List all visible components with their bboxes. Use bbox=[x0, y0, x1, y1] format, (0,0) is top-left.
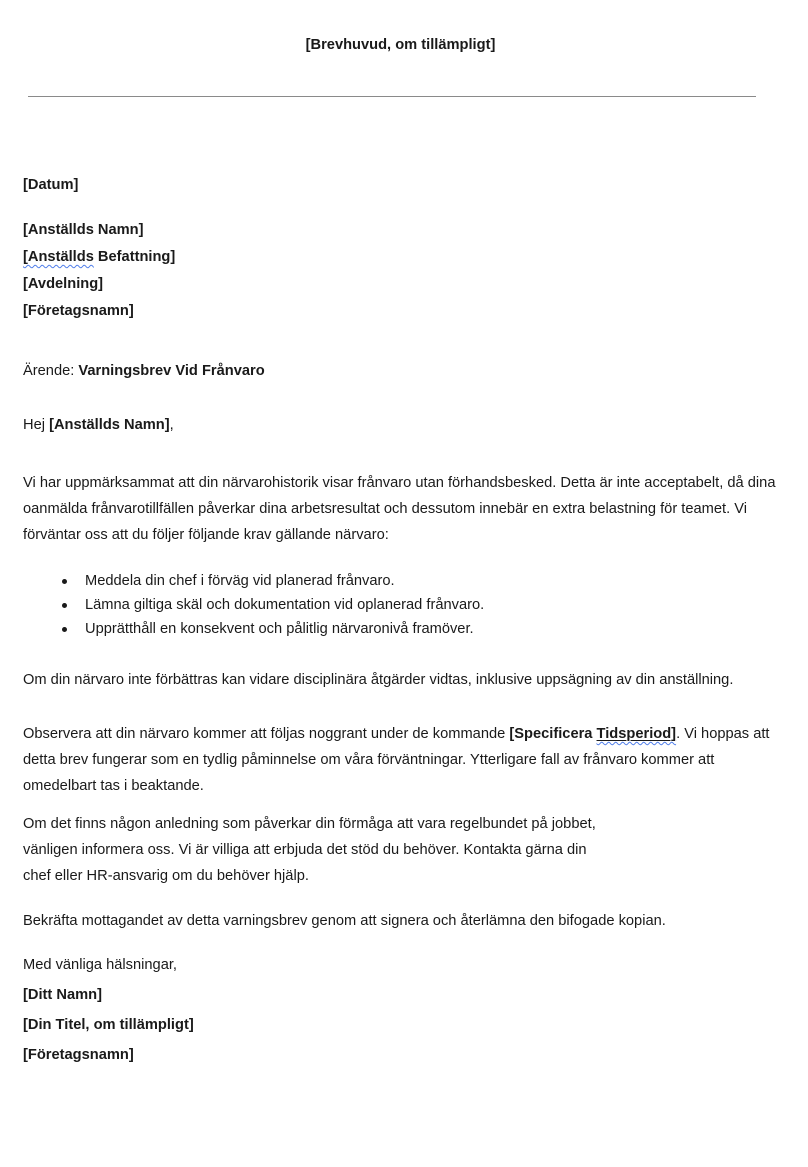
letterhead-placeholder: [Brevhuvud, om tillämpligt] bbox=[305, 37, 496, 53]
confirmation-paragraph: Bekräfta mottagandet av detta varningsbrev genom att signera och återlämna den bifogade kopian. bbox=[23, 913, 666, 929]
list-item bbox=[62, 593, 778, 617]
monitoring-text-before: Observera att din närvaro kommer att följas noggrant under de kommande bbox=[23, 726, 510, 742]
support-line: Om det finns någon anledning som påverkar din förmåga att vara regelbundet på jobbet, bbox=[23, 816, 596, 832]
subject-line bbox=[23, 358, 778, 384]
recipient-name: [Anställds Namn] bbox=[23, 222, 144, 238]
timeframe-placeholder-part2: Tidsperiod] bbox=[596, 726, 677, 742]
monitoring-text-after: . Vi hoppas att detta brev fungerar som en tydlig påminnelse om våra förväntningar. Ytterligare fall av frånvaro kommer att omedelbart tas i beaktande. bbox=[23, 726, 770, 794]
recipient-block bbox=[23, 217, 778, 325]
date-placeholder: [Datum] bbox=[23, 177, 79, 193]
consequence-paragraph: Om din närvaro inte förbättras kan vidare disciplinära åtgärder vidtas, inklusive uppsägning av din anställning. bbox=[23, 672, 734, 688]
bullet-icon bbox=[62, 627, 67, 632]
signature-company: [Företagsnamn] bbox=[23, 1047, 134, 1063]
header-divider bbox=[28, 96, 756, 97]
monitoring-paragraph bbox=[23, 721, 778, 799]
recipient-title bbox=[23, 249, 175, 265]
signature-name: [Ditt Namn] bbox=[23, 987, 102, 1003]
recipient-title-rest: Befattning] bbox=[93, 249, 176, 265]
subject-title: Varningsbrev Vid Frånvaro bbox=[78, 363, 265, 379]
bullet-icon bbox=[62, 603, 67, 608]
support-line: vänligen informera oss. Vi är villiga att erbjuda det stöd du behöver. Kontakta gärna din bbox=[23, 842, 587, 858]
support-paragraph bbox=[23, 811, 778, 889]
recipient-department: [Avdelning] bbox=[23, 276, 104, 292]
spellcheck-flagged-word[interactable]: [Anställds bbox=[23, 249, 94, 265]
support-line: chef eller HR-ansvarig om du behöver hjälp. bbox=[23, 868, 309, 884]
list-item-text: Meddela din chef i förväg vid planerad frånvaro. bbox=[85, 573, 395, 589]
greeting-name-placeholder: [Anställds Namn] bbox=[49, 417, 170, 433]
subject-label: Ärende: bbox=[23, 363, 79, 379]
list-item-text: Lämna giltiga skäl och dokumentation vid oplanerad frånvaro. bbox=[85, 597, 485, 613]
intro-paragraph: Vi har uppmärksammat att din närvarohistorik visar frånvaro utan förhandsbesked. Detta är inte acceptabelt, då dina oanmälda frånvarotillfällen påverkar dina arbetsresultat och dessutom innebär en extra belastning för teamet. Vi förväntar oss att du följer följande krav gällande närvaro: bbox=[23, 475, 776, 543]
grammar-flagged-word[interactable] bbox=[597, 726, 677, 742]
requirements-list bbox=[23, 569, 778, 641]
closing-line: Med vänliga hälsningar, bbox=[23, 957, 177, 973]
greeting-line bbox=[23, 412, 778, 438]
list-item bbox=[62, 617, 778, 641]
bullet-icon bbox=[62, 579, 67, 584]
list-item bbox=[62, 569, 778, 593]
greeting-prefix: Hej bbox=[23, 417, 50, 433]
greeting-suffix: , bbox=[169, 417, 174, 433]
timeframe-placeholder-part1: [Specificera bbox=[509, 726, 597, 742]
recipient-company: [Företagsnamn] bbox=[23, 303, 134, 319]
list-item-text: Upprätthåll en konsekvent och pålitlig närvaronivå framöver. bbox=[85, 621, 474, 637]
signature-title: [Din Titel, om tillämpligt] bbox=[23, 1017, 194, 1033]
